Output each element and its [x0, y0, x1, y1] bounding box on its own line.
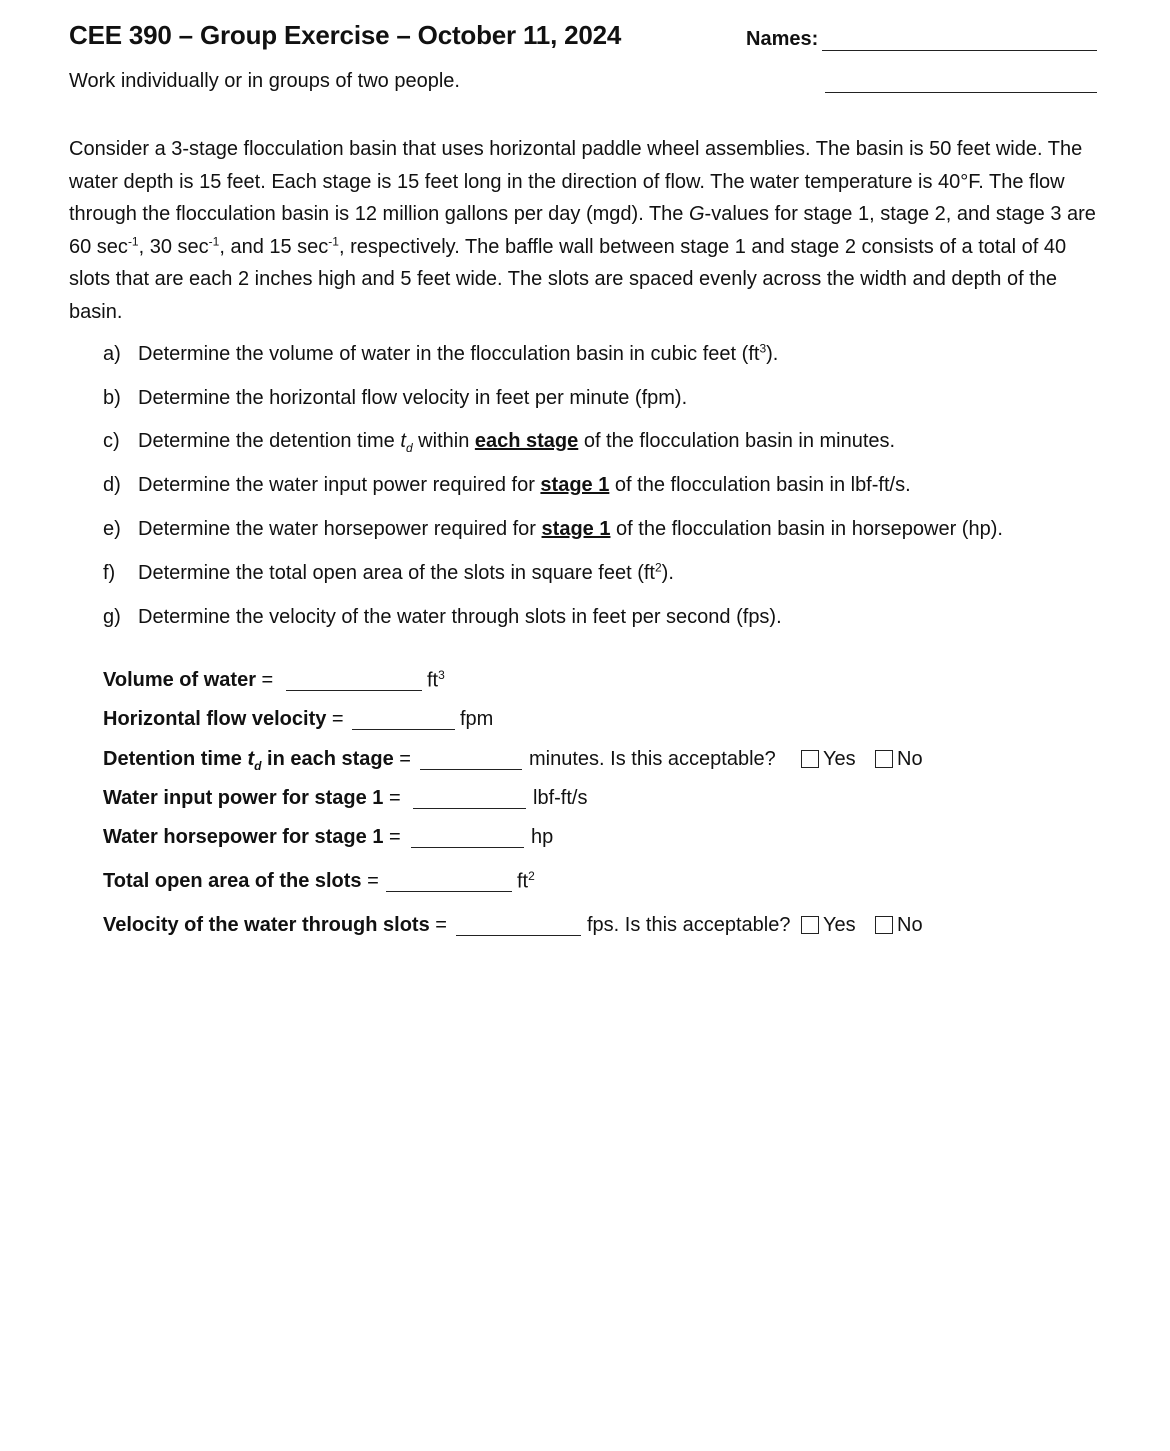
page-title: CEE 390 – Group Exercise – October 11, 2024 — [69, 20, 622, 50]
question-a: a) Determine the volume of water in the flocculation basin in cubic feet $(ft^3)$. — [103, 341, 779, 365]
question-d: d) Determine the water input power required for stage 1 of the flocculation basin in lbf-ft/s. — [103, 474, 911, 496]
horsepower-answer-blank[interactable] — [411, 847, 524, 848]
slot-velocity-yes-option[interactable]: Yes — [801, 914, 856, 937]
volume-unit: $ft^3$ — [427, 668, 445, 692]
horsepower-unit: hp — [531, 826, 554, 848]
detention-no-option[interactable]: No — [875, 748, 923, 771]
names-line-2[interactable] — [825, 92, 1097, 93]
slot-velocity-yes-checkbox[interactable] — [801, 916, 819, 934]
answer-horsepower: Water horsepower for stage 1 = — [103, 826, 401, 848]
question-e: e) Determine the water horsepower required for stage 1 of the flocculation basin in horsepower (hp). — [103, 518, 1003, 540]
problem-statement: Consider a 3-stage flocculation basin that uses horizontal paddle wheel assemblies. The basin is 50 feet wide. The water depth is 15 feet. Each stage is 15 feet long in the direction of flow. The water temperature is 40°F. The flow through the flocculation basin is 12 million gallons per day (mgd). The G-values for stage 1, stage 2, and stage 3 are 60 $\sec^{-1}$, 30 $\sec^{-1}$, and 15 $\sec^{-1}$, respectively. The baffle wall between stage 1 and stage 2 consists of a total of 40 slots that are each 2 inches high and 5 feet wide. The slots are spaced evenly across the width and depth of the basin. — [69, 138, 1096, 323]
names-label: Names: — [746, 28, 819, 50]
detention-yes-checkbox[interactable] — [801, 750, 819, 768]
area-unit: $ft^2$ — [517, 869, 535, 893]
detention-yes-option[interactable]: Yes — [801, 748, 856, 771]
slot-velocity-no-checkbox[interactable] — [875, 916, 893, 934]
power-unit: lbf-ft/s — [533, 787, 588, 809]
answer-power: Water input power for stage 1 = — [103, 787, 401, 809]
detention-answer-blank[interactable] — [420, 769, 522, 770]
answer-slot-velocity: Velocity of the water through slots = — [103, 914, 447, 936]
area-answer-blank[interactable] — [386, 891, 512, 892]
slot-velocity-answer-blank[interactable] — [456, 935, 581, 936]
answer-detention: Detention time $t_d$ in each stage = — [103, 748, 411, 773]
instructions: Work individually or in groups of two people. — [69, 70, 460, 92]
question-g: g) Determine the velocity of the water through slots in feet per second (fps). — [103, 606, 782, 628]
power-answer-blank[interactable] — [413, 808, 526, 809]
question-b: b) Determine the horizontal flow velocity in feet per minute (fpm). — [103, 387, 688, 409]
answer-velocity: Horizontal flow velocity = — [103, 708, 344, 730]
question-f: f) Determine the total open area of the slots in square feet $(ft^2)$. — [103, 560, 674, 584]
answer-volume: Volume of water = — [103, 669, 274, 691]
slot-velocity-unit: fps. Is this acceptable? — [587, 914, 791, 936]
velocity-answer-blank[interactable] — [352, 729, 455, 730]
slot-velocity-no-option[interactable]: No — [875, 914, 923, 937]
answer-area: Total open area of the slots = — [103, 870, 379, 892]
detention-no-checkbox[interactable] — [875, 750, 893, 768]
question-c: c) Determine the detention time $t_d$ within each stage of the flocculation basin in minutes. — [103, 430, 896, 455]
volume-answer-blank[interactable] — [286, 690, 422, 691]
velocity-unit: fpm — [460, 708, 494, 730]
detention-unit: minutes. Is this acceptable? — [529, 748, 776, 770]
names-line-1[interactable] — [822, 50, 1097, 51]
